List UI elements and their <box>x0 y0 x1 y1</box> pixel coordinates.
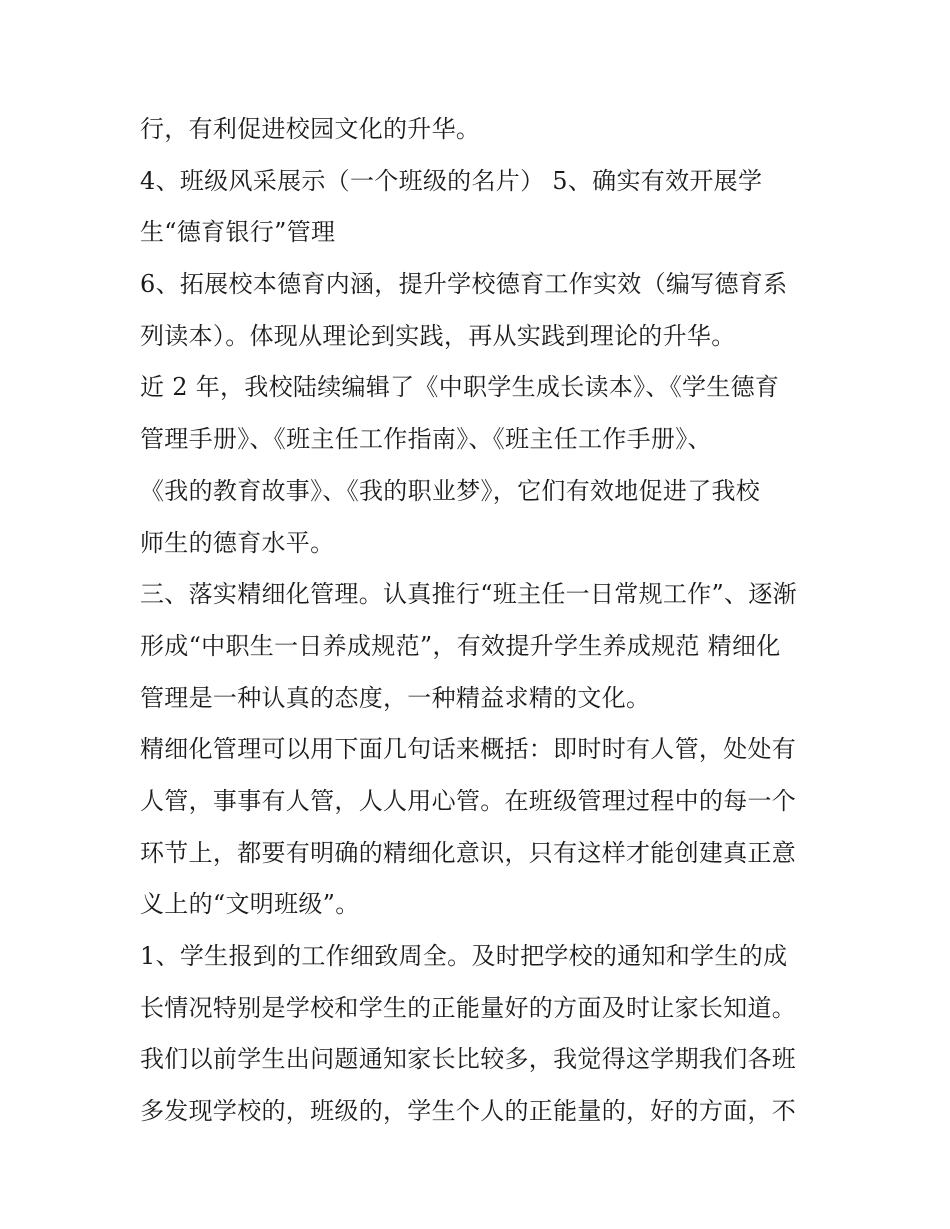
text-line: 多发现学校的，班级的，学生个人的正能量的，好的方面，不 <box>140 1097 797 1126</box>
text-line: 6、拓展校本德育内涵，提升学校德育工作实效（编写德育系 <box>140 270 788 299</box>
text-line: 近 2 年，我校陆续编辑了《中职学生成长读本》、《学生德育 <box>140 373 780 402</box>
text-line: 义上的“文明班级”。 <box>140 890 360 919</box>
body-text <box>140 104 820 1138</box>
text-line: 行，有利促进校园文化的升华。 <box>140 115 481 143</box>
text-line: 列读本）。体现从理论到实践，再从实践到理论的升华。 <box>140 321 736 350</box>
text-line: 1、学生报到的工作细致周全。及时把学校的通知和学生的成 <box>140 942 788 970</box>
text-line: 师生的德育水平。 <box>140 528 335 557</box>
text-line: 我们以前学生出问题通知家长比较多，我觉得这学期我们各班 <box>140 1045 797 1074</box>
text-line: 形成“中职生一日养成规范”，有效提升学生养成规范 精细化 <box>140 631 781 660</box>
text-line: 长情况特别是学校和学生的正能量好的方面及时让家长知道。 <box>140 993 797 1022</box>
text-line: 《我的教育故事》、《我的职业梦》，它们有效地促进了我校 <box>140 476 761 505</box>
text-line: 4、班级风采展示（一个班级的名片） 5、确实有效开展学 <box>140 166 763 195</box>
text-line: 管理手册》、《班主任工作指南》、《班主任工作手册》、 <box>140 425 712 454</box>
text-line: 人管，事事有人管，人人用心管。在班级管理过程中的每一个 <box>140 786 797 815</box>
text-line: 三、落实精细化管理。认真推行“班主任一日常规工作”、逐渐 <box>140 580 797 609</box>
text-line: 生“德育银行”管理 <box>140 218 336 247</box>
text-line: 精细化管理可以用下面几句话来概括：即时时有人管，处处有 <box>140 735 797 764</box>
text-line: 管理是一种认真的态度，一种精益求精的文化。 <box>140 683 651 712</box>
text-line: 环节上，都要有明确的精细化意识，只有这样才能创建真正意 <box>140 838 797 867</box>
